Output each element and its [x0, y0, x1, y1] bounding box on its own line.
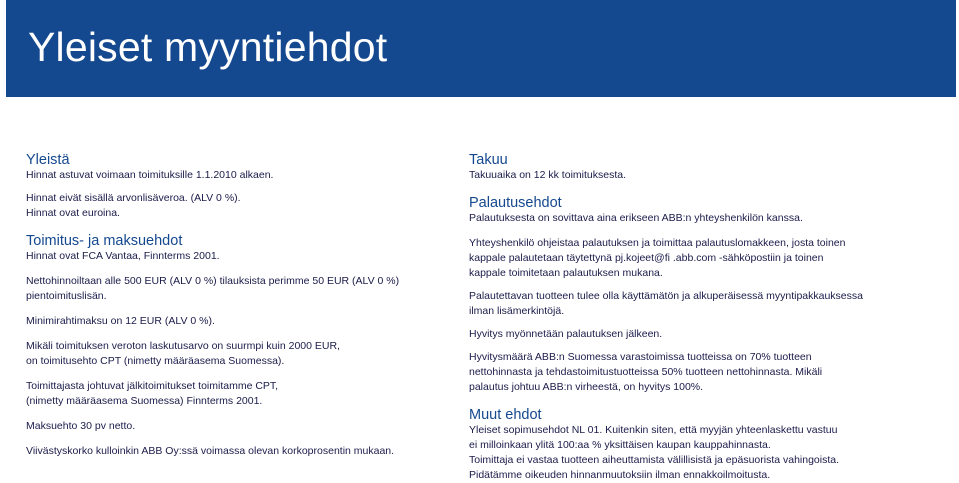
- palautus-heading: Palautusehdot: [469, 195, 562, 211]
- toimitus-heading: Toimitus- ja maksuehdot: [26, 233, 183, 249]
- yleista-paragraph-1: Hinnat astuvat voimaan toimituksille 1.1.2010 alkaen.: [26, 169, 274, 181]
- yleista-paragraph-2: Hinnat eivät sisällä arvonlisäveroa. (ALV 0 %). Hinnat ovat euroina.: [26, 192, 241, 219]
- muut-heading: Muut ehdot: [469, 407, 542, 423]
- toimitus-paragraph-5: Toimittajasta johtuvat jälkitoimitukset toimitamme CPT, (nimetty määräasema Suomessa) Finnterms 2001.: [26, 380, 279, 407]
- left-column: [26, 152, 446, 459]
- palautus-paragraph-3: Palautettavan tuotteen tulee olla käyttämätön ja alkuperäisessä myyntipakkauksessa ilman lisämerkintöjä.: [469, 290, 863, 317]
- muut-paragraph-1: Yleiset sopimusehdot NL 01. Kuitenkin siten, että myyjän yhteenlaskettu vastuu ei milloinkaan ylitä 100:aa % yksittäisen kaupan kauppahinnasta. Toimittaja ei vastaa tuotteen aiheuttamista välillisistä ja epäsuorista vahingoista. Pidätämme oikeuden hinnanmuutoksiin ilman ennakkoilmoitusta.: [469, 424, 840, 481]
- toimitus-paragraph-6: Maksuehto 30 pv netto.: [26, 420, 136, 432]
- title-banner: [6, 0, 956, 97]
- takuu-paragraph-1: Takuuaika on 12 kk toimituksesta.: [469, 169, 626, 181]
- yleista-heading: Yleistä: [26, 152, 70, 168]
- toimitus-paragraph-2: Nettohinnoiltaan alle 500 EUR (ALV 0 %) tilauksista perimme 50 EUR (ALV 0 %) pientoimituslisän.: [26, 275, 400, 302]
- right-column: [469, 152, 909, 483]
- page-title: Yleiset myyntiehdot: [28, 24, 388, 70]
- toimitus-paragraph-1: Hinnat ovat FCA Vantaa, Finnterms 2001.: [26, 250, 220, 262]
- toimitus-paragraph-3: Minimirahtimaksu on 12 EUR (ALV 0 %).: [26, 315, 215, 327]
- toimitus-paragraph-4: Mikäli toimituksen veroton laskutusarvo on suurmpi kuin 2000 EUR, on toimitusehto CPT (nimetty määräasema Suomessa).: [26, 340, 340, 367]
- palautus-paragraph-2: Yhteyshenkilö ohjeistaa palautuksen ja toimittaa palautuslomakkeen, josta toinen kappale palautetaan täytettynä pj.kojeet@fi .abb.com -sähköpostiin ja toinen kappale toimitetaan palautuksen mukana.: [469, 237, 846, 279]
- palautus-paragraph-1: Palautuksesta on sovittava aina erikseen ABB:n yhteyshenkilön kanssa.: [469, 212, 803, 224]
- palautus-paragraph-5: Hyvitysmäärä ABB:n Suomessa varastoimissa tuotteissa on 70% tuotteen nettohinnasta ja tehdastoimitustuotteissa 50% tuotteen nettohinnasta. Mikäli palautus johtuu ABB:n virheestä, on hyvitys 100%.: [469, 351, 823, 393]
- toimitus-paragraph-7: Viivästyskorko kulloinkin ABB Oy:ssä voimassa olevan korkoprosentin mukaan.: [26, 445, 395, 457]
- takuu-heading: Takuu: [469, 152, 508, 168]
- palautus-paragraph-4: Hyvitys myönnetään palautuksen jälkeen.: [469, 328, 663, 340]
